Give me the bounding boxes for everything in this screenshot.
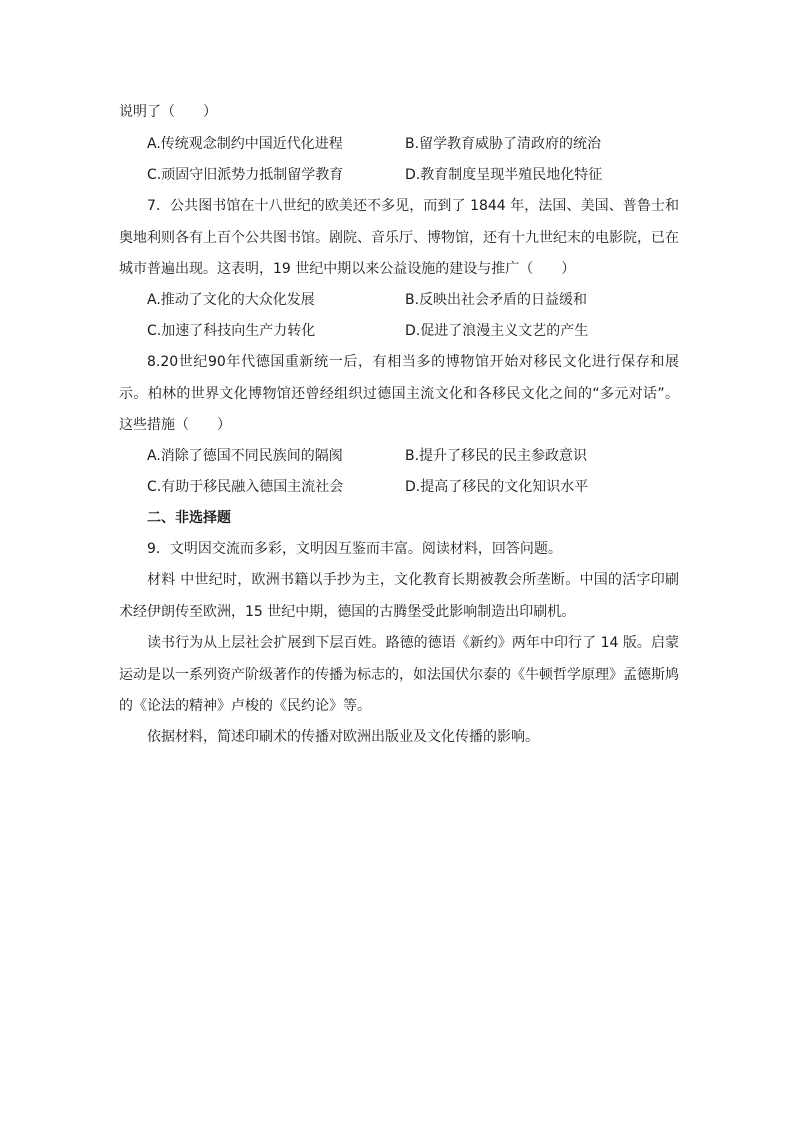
q8-option-c: C.有助于移民融入德国主流社会 xyxy=(147,479,344,495)
q6-stem-tail: 说明了（ ） xyxy=(119,104,217,120)
q9-question: 依据材料，简述印刷术的传播对欧洲出版业及文化传播的影响。 xyxy=(147,729,539,745)
q7-option-a: A.推动了文化的大众化发展 xyxy=(147,292,315,308)
q7-option-b: B.反映出社会矛盾的日益缓和 xyxy=(405,292,588,308)
q7-stem: 7．公共图书馆在十八世纪的欧美还不多见，而到了 1844 年，法国、美国、普鲁士和奥地利则各有上百个公共图书馆。剧院、音乐厅、博物馆，还有十九世纪末的电影院，已在城市普遍出现。这表明，19 世纪中期以来公益设施的建设与推广（ ） xyxy=(119,198,679,277)
q8-option-d: D.提高了移民的文化知识水平 xyxy=(405,479,589,495)
q7-option-c: C.加速了科技向生产力转化 xyxy=(147,323,316,339)
q9-material-2: 读书行为从上层社会扩展到下层百姓。路德的德语《新约》两年中印行了 14 版。启蒙运动是以一系列资产阶级著作的传播为标志的，如法国伏尔泰的《牛顿哲学原理》孟德斯鸠的《论法的精神》卢梭的《民约论》等。 xyxy=(119,635,679,714)
q6-option-c: C.顽固守旧派势力抵制留学教育 xyxy=(147,167,344,183)
q8-stem: 8.20世纪90年代德国重新统一后，有相当多的博物馆开始对移民文化进行保存和展示。柏林的世界文化博物馆还曾经组织过德国主流文化和各移民文化之间的“多元对话”。这些措施（ ） xyxy=(119,354,679,433)
q9-material-1: 材料 中世纪时，欧洲书籍以手抄为主，文化教育长期被教会所垄断。中国的活字印刷术经伊朗传至欧洲，15 世纪中期，德国的古腾堡受此影响制造出印刷机。 xyxy=(119,572,679,620)
q6-option-b: B.留学教育威胁了清政府的统治 xyxy=(405,136,602,152)
section-title-non-choice: 二、非选择题 xyxy=(147,510,231,526)
q6-option-d: D.教育制度呈现半殖民地化特征 xyxy=(405,167,603,183)
q8-option-b: B.提升了移民的民主参政意识 xyxy=(405,448,588,464)
q6-option-a: A.传统观念制约中国近代化进程 xyxy=(147,136,343,152)
q8-option-a: A.消除了德国不同民族间的隔阂 xyxy=(147,448,343,464)
q9-stem: 9．文明因交流而多彩，文明因互鉴而丰富。阅读材料，回答问题。 xyxy=(147,541,562,557)
q7-option-d: D.促进了浪漫主义文艺的产生 xyxy=(405,323,589,339)
